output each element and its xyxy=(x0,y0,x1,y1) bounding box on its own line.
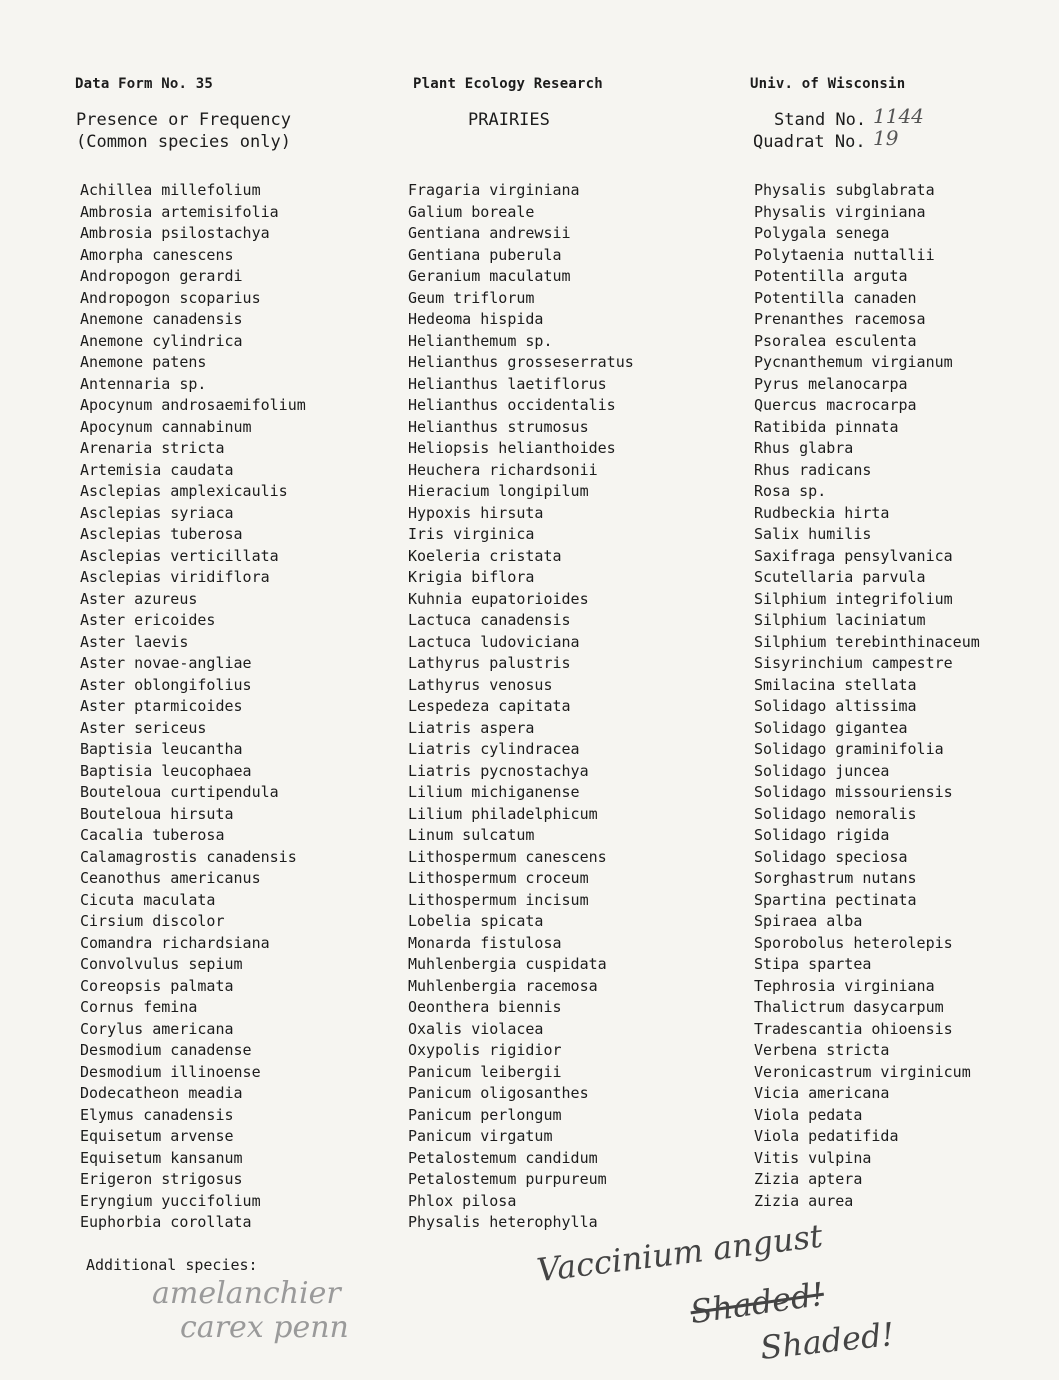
species-item: Sorghastrum nutans xyxy=(754,869,917,887)
species-item: Polytaenia nuttallii xyxy=(754,245,935,264)
species-item: Iris virginica xyxy=(408,525,535,543)
species-item: Verbena stricta xyxy=(754,1041,890,1059)
handwritten-ink-line-3: Shaded! xyxy=(758,1315,896,1367)
species-item: Solidago missouriensis xyxy=(754,783,953,801)
species-item: Oeonthera biennis xyxy=(408,998,562,1016)
species-item: Baptisia leucantha xyxy=(80,740,243,758)
species-item: Lithospermum canescens xyxy=(408,847,607,866)
species-item: Solidago juncea xyxy=(754,761,890,780)
quadrat-label: Quadrat No. xyxy=(753,132,866,152)
species-item: Solidago nemoralis xyxy=(754,804,917,823)
species-item: Cornus femina xyxy=(80,998,198,1016)
species-item: Panicum perlongum xyxy=(408,1105,562,1124)
species-item: Potentilla arguta xyxy=(754,267,908,285)
species-item: Viola pedata xyxy=(754,1105,863,1124)
species-item: Helianthus occidentalis xyxy=(408,396,616,414)
page-title: PRAIRIES xyxy=(468,110,550,130)
species-column-3 xyxy=(754,180,980,1212)
species-item: Fragaria virginiana xyxy=(408,181,580,199)
species-item: Desmodium illinoense xyxy=(80,1062,261,1081)
species-item: Geranium maculatum xyxy=(408,267,571,285)
species-item: Eryngium yuccifolium xyxy=(80,1191,261,1210)
species-item: Hedeoma hispida xyxy=(408,310,544,328)
species-item: Salix humilis xyxy=(754,525,872,543)
species-item: Sisyrinchium campestre xyxy=(754,654,953,672)
species-item: Lilium philadelphicum xyxy=(408,804,598,823)
species-item: Krigia biflora xyxy=(408,568,535,586)
species-item: Lactuca canadensis xyxy=(408,611,571,629)
species-item: Helianthus grosseserratus xyxy=(408,353,634,371)
stand-label: Stand No. xyxy=(774,110,867,130)
species-item: Convolvulus sepium xyxy=(80,955,243,973)
species-item: Desmodium canadense xyxy=(80,1041,252,1059)
species-item: Solidago altissima xyxy=(754,697,917,715)
species-item: Monarda fistulosa xyxy=(408,933,562,952)
handwritten-ink-line-2: Shaded! xyxy=(688,1274,827,1332)
university: Univ. of Wisconsin xyxy=(750,76,906,92)
species-item: Veronicastrum virginicum xyxy=(754,1062,971,1081)
species-item: Asclepias tuberosa xyxy=(80,525,243,543)
species-item: Erigeron strigosus xyxy=(80,1170,243,1188)
handwritten-pencil-line-1: amelanchier xyxy=(152,1276,341,1311)
species-item: Physalis subglabrata xyxy=(754,181,935,199)
species-item: Rosa sp. xyxy=(754,482,827,500)
species-item: Geum triflorum xyxy=(408,288,535,307)
species-item: Aster azureus xyxy=(80,589,198,608)
species-item: Petalostemum candidum xyxy=(408,1148,598,1167)
species-item: Andropogon scoparius xyxy=(80,288,261,307)
species-item: Solidago speciosa xyxy=(754,847,908,866)
species-item: Comandra richardsiana xyxy=(80,933,270,952)
species-item: Achillea millefolium xyxy=(80,181,261,199)
species-item: Stipa spartea xyxy=(754,955,872,973)
presence-heading: Presence or Frequency xyxy=(76,110,291,130)
species-item: Linum sulcatum xyxy=(408,826,535,844)
species-item: Bouteloua curtipendula xyxy=(80,783,279,801)
species-item: Hypoxis hirsuta xyxy=(408,503,544,522)
species-item: Physalis heterophylla xyxy=(408,1213,598,1231)
species-item: Cirsium discolor xyxy=(80,912,225,930)
organization: Plant Ecology Research xyxy=(413,76,603,92)
species-item: Kuhnia eupatorioides xyxy=(408,589,589,608)
species-item: Arenaria stricta xyxy=(80,439,225,457)
species-item: Aster ericoides xyxy=(80,611,216,629)
species-item: Artemisia caudata xyxy=(80,460,234,479)
handwritten-pencil-line-2: carex penn xyxy=(180,1310,349,1345)
species-item: Lobelia spicata xyxy=(408,912,544,930)
species-item: Koeleria cristata xyxy=(408,546,562,565)
form-number: Data Form No. 35 xyxy=(75,76,214,92)
species-item: Panicum oligosanthes xyxy=(408,1084,589,1102)
species-item: Silphium laciniatum xyxy=(754,611,926,629)
species-item: Pycnanthemum virgianum xyxy=(754,353,953,371)
species-item: Psoralea esculenta xyxy=(754,331,917,350)
species-item: Gentiana puberula xyxy=(408,245,562,264)
species-item: Hieracium longipilum xyxy=(408,482,589,500)
species-item: Physalis virginiana xyxy=(754,202,926,221)
species-item: Anemone cylindrica xyxy=(80,331,243,350)
species-item: Polygala senega xyxy=(754,224,890,242)
species-item: Panicum leibergii xyxy=(408,1062,562,1081)
species-item: Corylus americana xyxy=(80,1019,234,1038)
species-item: Helianthemum sp. xyxy=(408,331,553,350)
species-item: Rhus radicans xyxy=(754,460,872,479)
species-item: Apocynum cannabinum xyxy=(80,417,252,436)
species-item: Zizia aurea xyxy=(754,1191,854,1210)
species-item: Rudbeckia hirta xyxy=(754,503,890,522)
species-item: Lithospermum croceum xyxy=(408,869,589,887)
species-item: Tradescantia ohioensis xyxy=(754,1019,953,1038)
species-item: Helianthus strumosus xyxy=(408,417,589,436)
species-item: Ratibida pinnata xyxy=(754,417,899,436)
species-item: Lactuca ludoviciana xyxy=(408,632,580,651)
species-item: Liatris cylindracea xyxy=(408,740,580,758)
species-item: Vicia americana xyxy=(754,1084,890,1102)
quadrat-number: 19 xyxy=(873,126,899,150)
species-item: Ceanothus americanus xyxy=(80,869,261,887)
species-item: Oxalis violacea xyxy=(408,1019,544,1038)
species-item: Equisetum arvense xyxy=(80,1127,234,1145)
species-item: Elymus canadensis xyxy=(80,1105,234,1124)
species-item: Petalostemum purpureum xyxy=(408,1170,607,1188)
species-item: Heliopsis helianthoides xyxy=(408,439,616,457)
species-item: Zizia aptera xyxy=(754,1170,863,1188)
species-item: Ambrosia psilostachya xyxy=(80,224,270,242)
species-item: Amorpha canescens xyxy=(80,245,234,264)
species-item: Calamagrostis canadensis xyxy=(80,847,297,866)
species-item: Andropogon gerardi xyxy=(80,267,243,285)
species-item: Lilium michiganense xyxy=(408,783,580,801)
additional-species-label: Additional species: xyxy=(86,1256,258,1274)
species-item: Liatris aspera xyxy=(408,718,535,737)
species-item: Muhlenbergia cuspidata xyxy=(408,955,607,973)
species-item: Smilacina stellata xyxy=(754,675,917,694)
species-item: Sporobolus heterolepis xyxy=(754,933,953,952)
species-item: Solidago rigida xyxy=(754,826,890,844)
species-item: Cacalia tuberosa xyxy=(80,826,225,844)
species-item: Ambrosia artemisifolia xyxy=(80,202,279,221)
species-item: Euphorbia corollata xyxy=(80,1213,252,1231)
species-item: Saxifraga pensylvanica xyxy=(754,546,953,565)
species-item: Solidago gigantea xyxy=(754,718,908,737)
species-item: Coreopsis palmata xyxy=(80,976,234,995)
species-item: Phlox pilosa xyxy=(408,1191,517,1210)
species-item: Spiraea alba xyxy=(754,912,863,930)
species-item: Silphium terebinthinaceum xyxy=(754,632,980,651)
stand-number: 1144 xyxy=(873,104,924,128)
species-item: Liatris pycnostachya xyxy=(408,761,589,780)
species-item: Aster oblongifolius xyxy=(80,675,252,694)
species-item: Bouteloua hirsuta xyxy=(80,804,234,823)
species-item: Equisetum kansanum xyxy=(80,1148,243,1167)
species-item: Heuchera richardsonii xyxy=(408,460,598,479)
species-item: Asclepias viridiflora xyxy=(80,568,270,586)
species-item: Thalictrum dasycarpum xyxy=(754,998,944,1016)
species-item: Aster sericeus xyxy=(80,718,207,737)
species-item: Solidago graminifolia xyxy=(754,740,944,758)
species-item: Lithospermum incisum xyxy=(408,890,589,909)
species-item: Asclepias amplexicaulis xyxy=(80,482,288,500)
species-item: Lathyrus palustris xyxy=(408,654,571,672)
species-item: Scutellaria parvula xyxy=(754,568,926,586)
species-item: Asclepias syriaca xyxy=(80,503,234,522)
species-item: Prenanthes racemosa xyxy=(754,310,926,328)
species-item: Apocynum androsaemifolium xyxy=(80,396,306,414)
species-item: Aster laevis xyxy=(80,632,189,651)
handwritten-ink-line-1: Vaccinium angust xyxy=(534,1216,825,1290)
species-item: Pyrus melanocarpa xyxy=(754,374,908,393)
species-item: Tephrosia virginiana xyxy=(754,976,935,995)
species-item: Potentilla canaden xyxy=(754,288,917,307)
species-item: Oxypolis rigidior xyxy=(408,1041,562,1059)
species-item: Rhus glabra xyxy=(754,439,854,457)
species-item: Anemone patens xyxy=(80,353,207,371)
species-item: Panicum virgatum xyxy=(408,1127,553,1145)
species-item: Silphium integrifolium xyxy=(754,589,953,608)
species-item: Cicuta maculata xyxy=(80,890,216,909)
species-item: Anemone canadensis xyxy=(80,310,243,328)
common-species-note: (Common species only) xyxy=(76,132,291,152)
species-item: Lespedeza capitata xyxy=(408,697,571,715)
species-item: Asclepias verticillata xyxy=(80,546,279,565)
species-item: Quercus macrocarpa xyxy=(754,396,917,414)
species-item: Helianthus laetiflorus xyxy=(408,374,607,393)
species-item: Gentiana andrewsii xyxy=(408,224,571,242)
species-item: Baptisia leucophaea xyxy=(80,761,252,780)
species-item: Spartina pectinata xyxy=(754,890,917,909)
species-item: Lathyrus venosus xyxy=(408,675,553,694)
species-item: Muhlenbergia racemosa xyxy=(408,976,598,995)
species-item: Viola pedatifida xyxy=(754,1127,899,1145)
species-column-2 xyxy=(408,180,634,1234)
species-item: Aster novae-angliae xyxy=(80,654,252,672)
species-item: Antennaria sp. xyxy=(80,374,207,393)
species-item: Vitis vulpina xyxy=(754,1148,872,1167)
species-item: Aster ptarmicoides xyxy=(80,697,243,715)
species-item: Dodecatheon meadia xyxy=(80,1084,243,1102)
species-column-1 xyxy=(80,180,306,1234)
species-item: Galium boreale xyxy=(408,202,535,221)
